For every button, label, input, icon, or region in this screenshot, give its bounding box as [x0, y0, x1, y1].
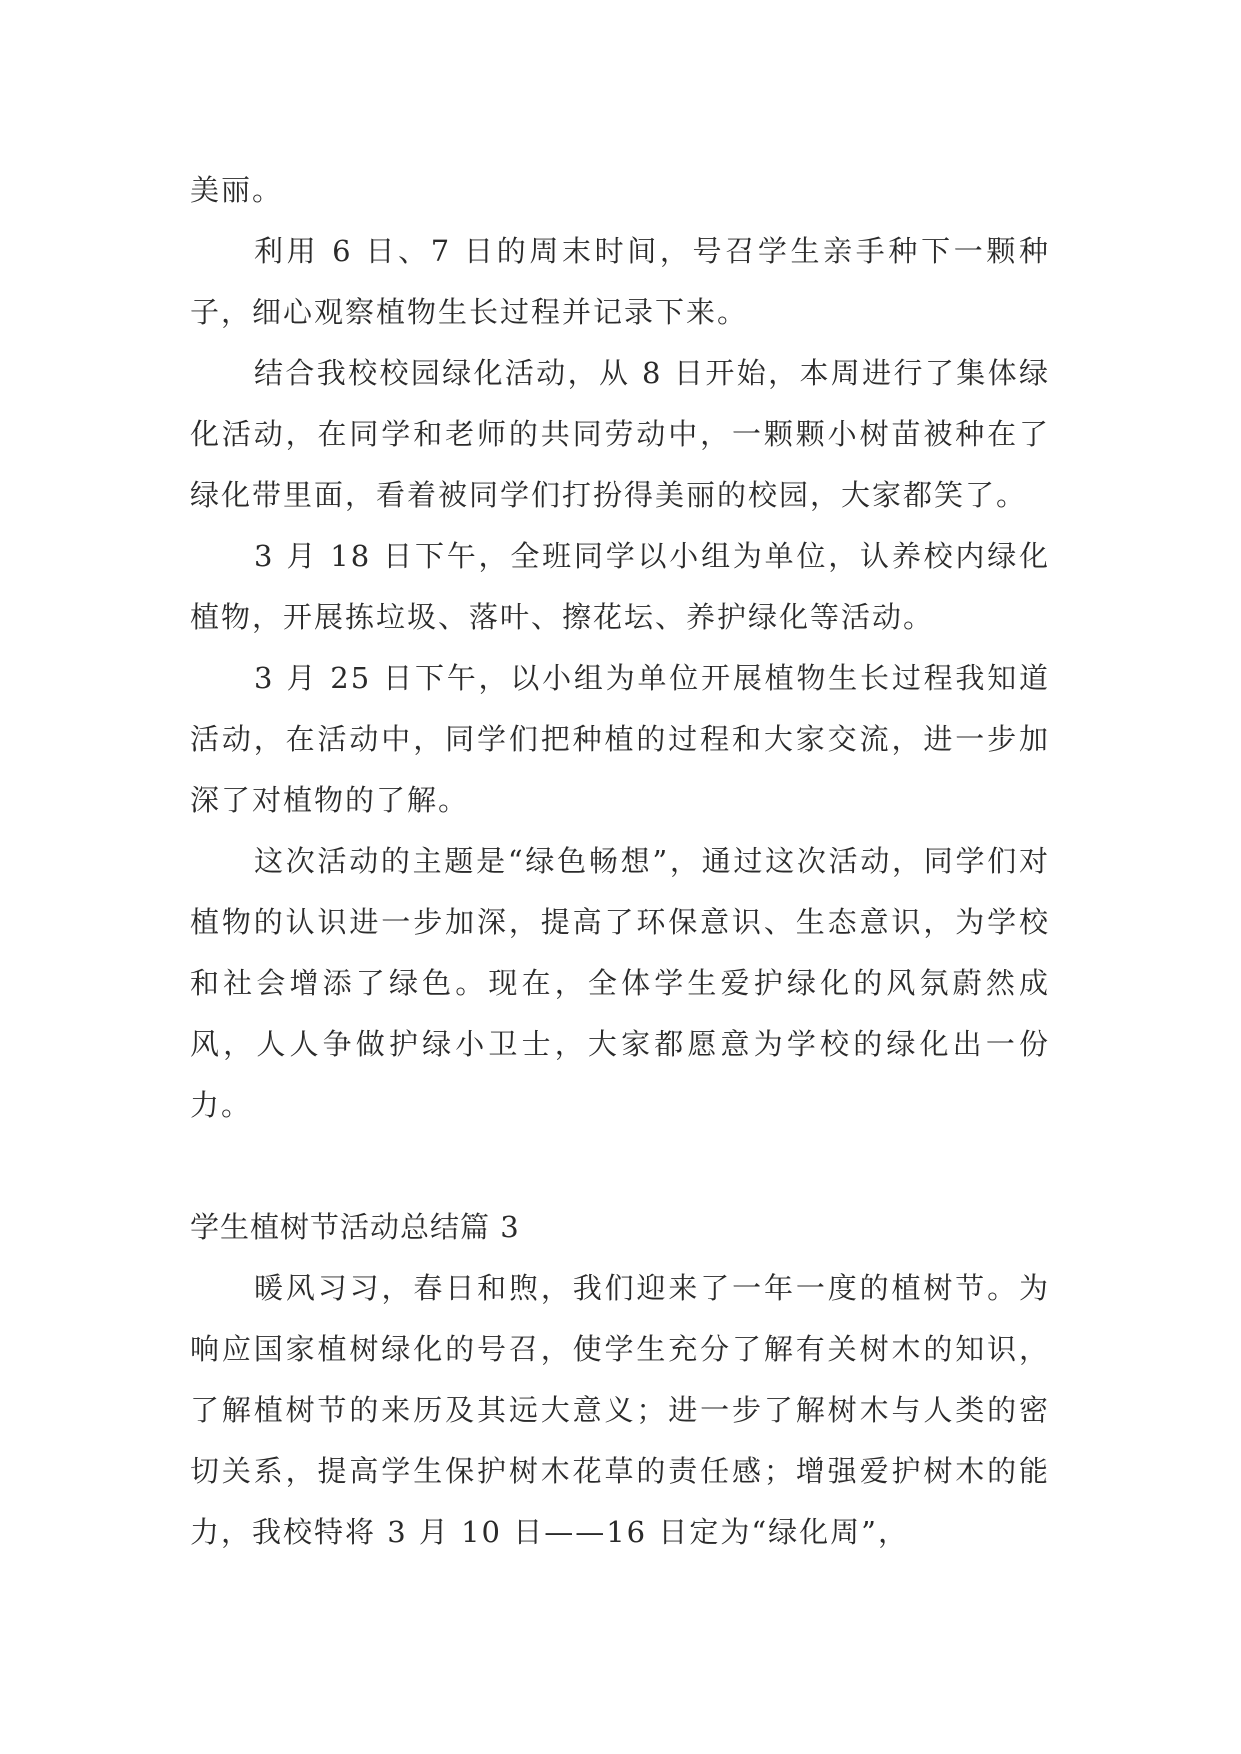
paragraph: 暖风习习，春日和煦，我们迎来了一年一度的植树节。为响应国家植树绿化的号召，使学生充分了解有关树木的知识，了解植树节的来历及其远大意义；进一步了解树木与人类的密切关系，提高学生保护树木花草的责任感；增强爱护树木的能力，我校特将 3 月 10 日——16 日定为“绿化周”， [190, 1271, 1050, 1549]
document-body [190, 160, 1050, 1563]
paragraph: 利用 6 日、7 日的周末时间，号召学生亲手种下一颗种子，细心观察植物生长过程并记录下来。 [190, 234, 1050, 329]
section-heading: 学生植树节活动总结篇 3 [190, 1210, 520, 1244]
paragraph: 结合我校校园绿化活动，从 8 日开始，本周进行了集体绿化活动，在同学和老师的共同劳动中，一颗颗小树苗被种在了绿化带里面，看着被同学们打扮得美丽的校园，大家都笑了。 [190, 356, 1050, 512]
paragraph: 这次活动的主题是“绿色畅想”，通过这次活动，同学们对植物的认识进一步加深，提高了环保意识、生态意识，为学校和社会增添了绿色。现在，全体学生爱护绿化的风氛蔚然成风，人人争做护绿小卫士，大家都愿意为学校的绿化出一份力。 [190, 844, 1050, 1122]
paragraph: 美丽。 [190, 173, 284, 207]
paragraph: 3 月 18 日下午，全班同学以小组为单位，认养校内绿化植物，开展拣垃圾、落叶、擦花坛、养护绿化等活动。 [190, 539, 1050, 634]
paragraph: 3 月 25 日下午，以小组为单位开展植物生长过程我知道活动，在活动中，同学们把种植的过程和大家交流，进一步加深了对植物的了解。 [190, 661, 1050, 817]
